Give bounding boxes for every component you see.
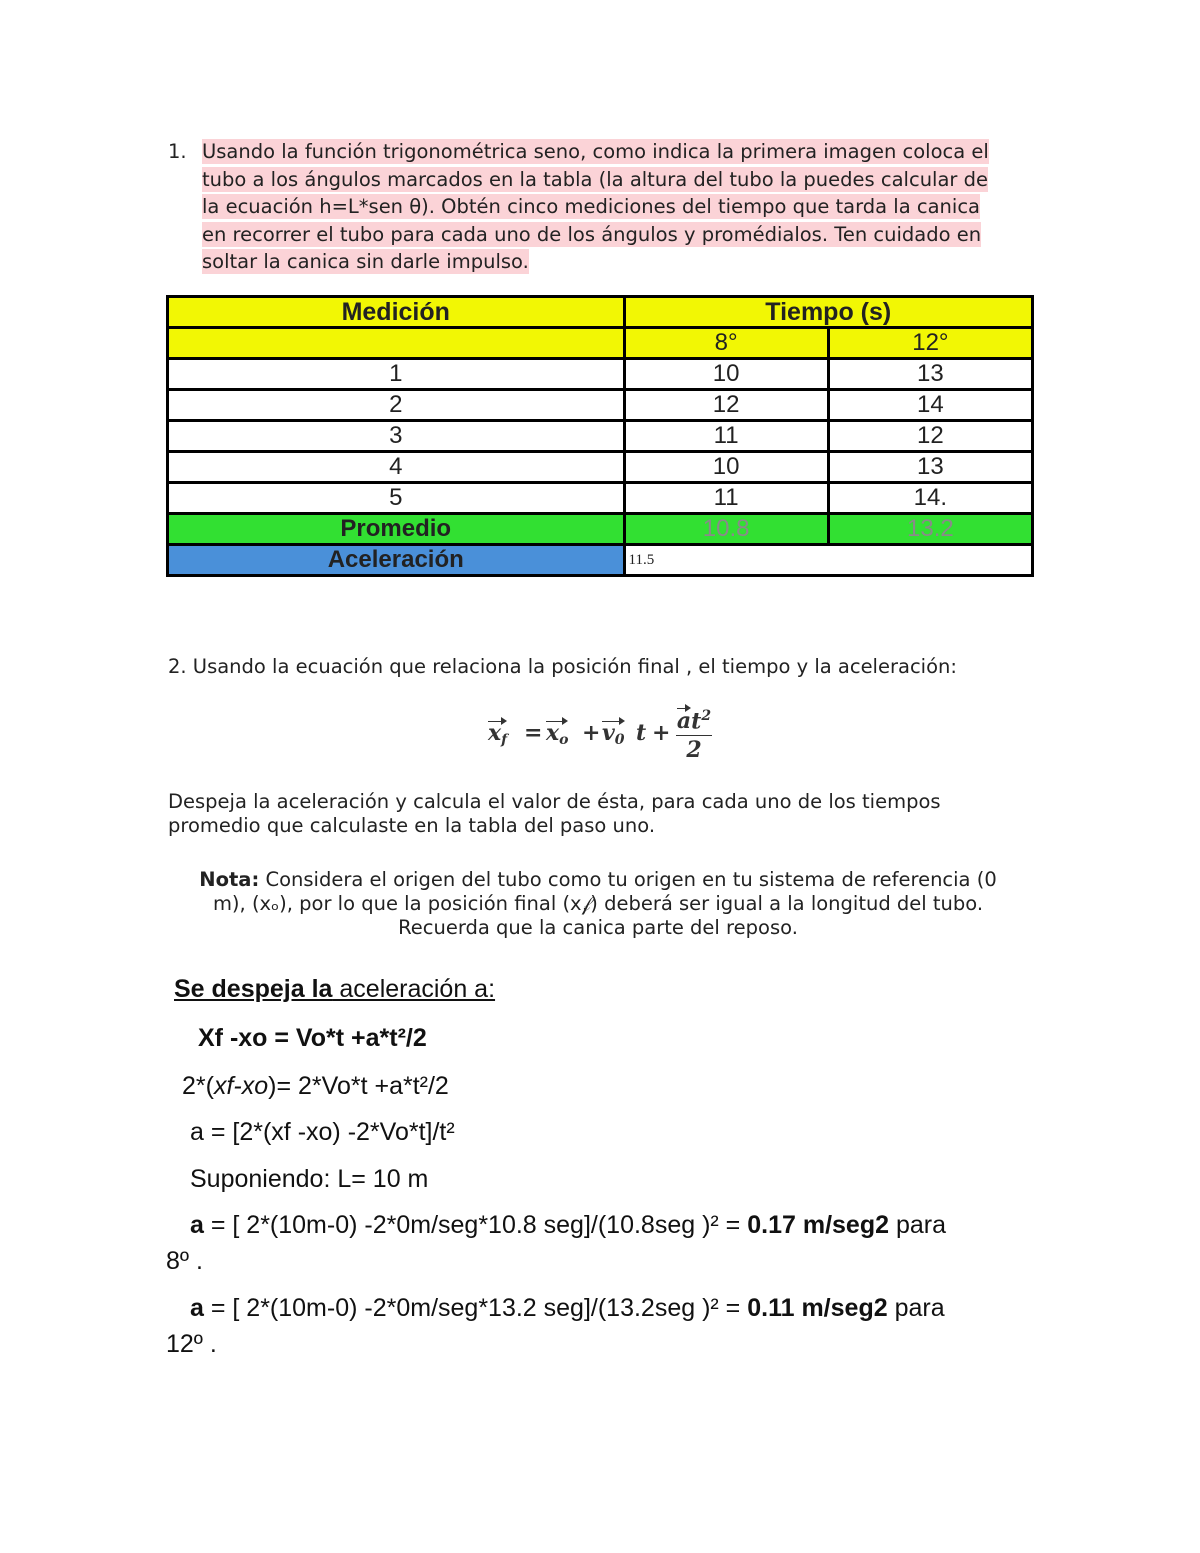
- time-8: 10: [624, 359, 828, 390]
- time-12: 14.: [828, 483, 1032, 514]
- note-line: Considera el origen del tubo como tu origen en tu sistema de referencia (0: [259, 868, 997, 891]
- solution-title: Se despeja la aceleración a:: [174, 975, 496, 1003]
- measure-number: 1: [168, 359, 625, 390]
- angle-12-header: 12°: [828, 328, 1032, 359]
- measure-number: 5: [168, 483, 625, 514]
- instruction-line: Despeja la aceleración y calcula el valor de ésta, para cada uno de los tiempos: [168, 790, 941, 813]
- average-8: 10.8: [624, 514, 828, 545]
- table-row: [168, 390, 1033, 421]
- formula-plus: +: [652, 720, 671, 746]
- kinematics-formula: [488, 702, 718, 766]
- equation-1: Xf -xo = Vo*t +a*t²/2: [198, 1024, 427, 1052]
- result-8-degrees: a = [ 2*(10m-0) -2*0m/seg*10.8 seg]/(10.8seg )² = 0.17 m/seg2 para: [190, 1211, 946, 1239]
- table-angle-row: [168, 328, 1033, 359]
- table-row: [168, 421, 1033, 452]
- header-medicion: Medición: [168, 297, 625, 328]
- average-row: [168, 514, 1033, 545]
- step-1-line: la ecuación h=L*sen θ). Obtén cinco mediciones del tiempo que tarda la canica: [202, 195, 980, 218]
- measure-number: 4: [168, 452, 625, 483]
- header-tiempo: Tiempo (s): [624, 297, 1032, 328]
- step-1-line: soltar la canica sin darle impulso.: [202, 250, 529, 273]
- step-1-line: tubo a los ángulos marcados en la tabla (la altura del tubo la puedes calcular de: [202, 167, 989, 191]
- measure-number: 3: [168, 421, 625, 452]
- time-12: 14: [828, 390, 1032, 421]
- average-label: Promedio: [168, 514, 625, 545]
- formula-t: t: [636, 720, 647, 746]
- measure-number: 2: [168, 390, 625, 421]
- formula-plus: +: [582, 720, 601, 746]
- note-paragraph: [168, 868, 1028, 940]
- empty-cell: [168, 328, 625, 359]
- formula-denominator: 2: [686, 737, 702, 764]
- table-row: [168, 452, 1033, 483]
- table-header-row: [168, 297, 1033, 328]
- note-line: Recuerda que la canica parte del reposo.: [398, 916, 798, 939]
- formula-xf: $x_f$: [488, 720, 508, 748]
- table-row: [168, 483, 1033, 514]
- time-8: 12: [624, 390, 828, 421]
- formula-v0: $v_0$: [602, 720, 625, 748]
- formula-xo: $x_o$: [546, 720, 569, 748]
- formula-equals: =: [524, 720, 543, 746]
- equation-3: a = [2*(xf -xo) -2*Vo*t]/t²: [190, 1118, 455, 1146]
- formula-fraction: $\frac{at^2}{2}$: [676, 702, 712, 764]
- average-12: 13.2: [828, 514, 1032, 545]
- step-2-instructions: 2. Usando la ecuación que relaciona la posición final , el tiempo y la aceleración:: [168, 655, 957, 678]
- acceleration-label: Aceleración: [168, 545, 625, 576]
- time-8: 10: [624, 452, 828, 483]
- time-8: 11: [624, 483, 828, 514]
- step-1-instructions: [168, 138, 1038, 276]
- result-12-degrees-cont: 12º .: [166, 1330, 217, 1358]
- result-8-degrees-cont: 8º .: [166, 1247, 203, 1275]
- note-label: Nota:: [199, 868, 260, 891]
- assumption-line: Suponiendo: L= 10 m: [190, 1165, 429, 1193]
- step-1-line: Usando la función trigonométrica seno, como indica la primera imagen coloca el: [202, 140, 989, 163]
- angle-8-header: 8°: [624, 328, 828, 359]
- measurements-table: [166, 295, 1034, 577]
- step-1-number: 1.: [168, 140, 187, 163]
- time-12: 12: [828, 421, 1032, 452]
- time-12: 13: [828, 359, 1032, 390]
- acceleration-value: 11.5: [624, 545, 1032, 576]
- equation-2: 2*(xf-xo)= 2*Vo*t +a*t²/2: [182, 1072, 449, 1100]
- step-1-line: en recorrer el tubo para cada uno de los ángulos y promédialos. Ten cuidado en: [202, 222, 982, 246]
- instruction-paragraph: [168, 790, 1028, 838]
- formula-a: a: [676, 708, 692, 735]
- note-line: m), (xₒ), por lo que la posición final (x𝒻) deberá ser igual a la longitud del tubo.: [212, 892, 984, 915]
- table-row: [168, 359, 1033, 390]
- result-12-degrees: a = [ 2*(10m-0) -2*0m/seg*13.2 seg]/(13.2seg )² = 0.11 m/seg2 para: [190, 1294, 945, 1322]
- time-12: 13: [828, 452, 1032, 483]
- acceleration-row: [168, 545, 1033, 576]
- time-8: 11: [624, 421, 828, 452]
- instruction-line: promedio que calculaste en la tabla del paso uno.: [168, 814, 656, 837]
